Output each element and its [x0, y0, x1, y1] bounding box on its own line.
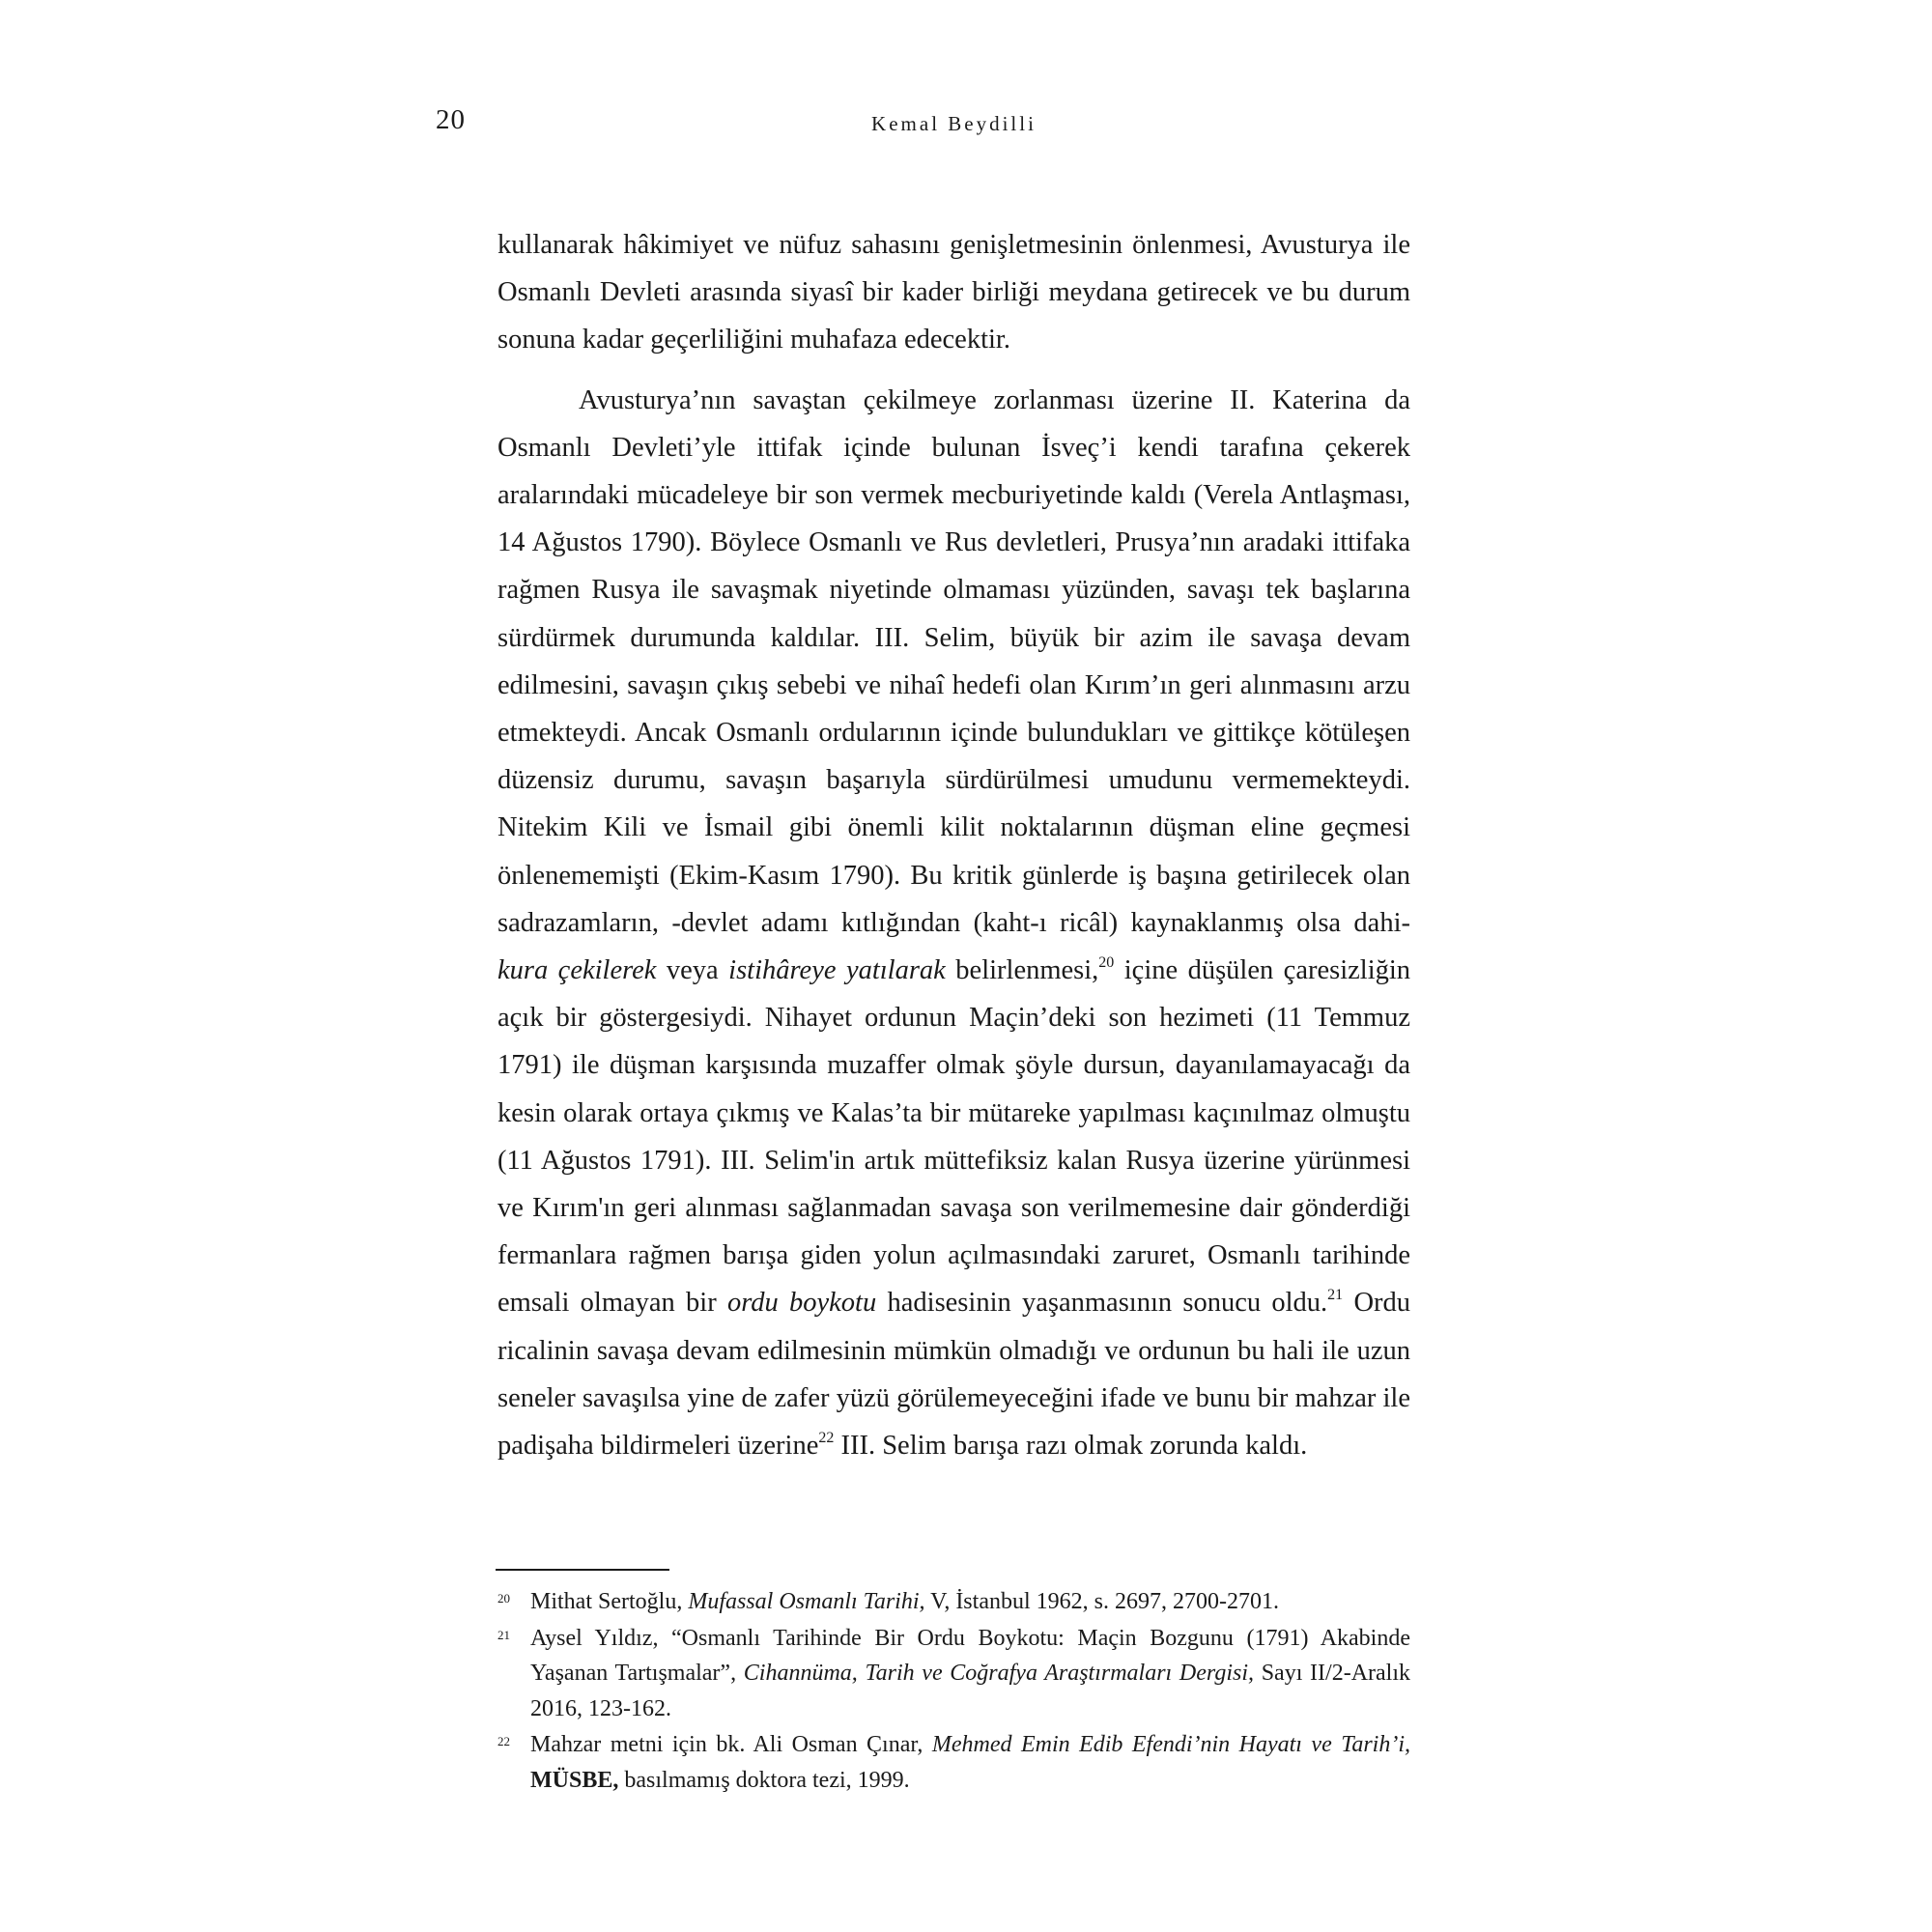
body-text	[497, 221, 1410, 1469]
paragraph-1: kullanarak hâkimiyet ve nüfuz sahasını genişletmesinin önlenmesi, Avusturya ile Osmanlı Devleti arasında siyasî bir kader birliği meydana getirecek ve bu durum sonuna kadar geçerliliğini muhafaza edecektir.	[497, 230, 1410, 355]
footnote-ref-21: 21	[1327, 1287, 1344, 1304]
footnote-number: 22	[497, 1734, 510, 1749]
running-head-author: Kemal Beydilli	[871, 112, 1037, 135]
italic-term: istihâreye yatılarak	[728, 955, 946, 986]
paragraph-2-text: içine düşülen çaresizliğin açık bir göstergesiydi. Nihayet ordunun Maçin’deki son hezimeti (11 Temmuz 1791) ile düşman karşısında muzaffer olmak şöyle dursun, dayanılamayacağı da kesin olarak ortaya çıkmış ve Kalas’ta bir mütareke yapılması kaçınılmaz olmuştu (11 Ağustos 1791). III. Selim'in artık müttefiksiz kalan Rusya üzerine yürünmesi ve Kırım'ın geri alınması sağlanmadan savaşa son verilmemesine dair gönderdiği fermanlara rağmen barışa giden yolun açılmasındaki zaruret, Osmanlı tarihinde emsali olmayan bir	[497, 955, 1411, 1319]
footnote-number: 21	[497, 1627, 510, 1642]
footnotes	[497, 1584, 1410, 1800]
footnote-number: 20	[497, 1591, 510, 1605]
footnote-ref-20: 20	[1098, 954, 1115, 972]
paragraph-2-text: Avusturya’nın savaştan çekilmeye zorlanması üzerine II. Katerina da Osmanlı Devleti’yle ittifak içinde bulunan İsveç’i kendi tarafına çekerek aralarındaki mücadeleye bir son vermek mecburiyetinde kaldı (Verela Antlaşması, 14 Ağustos 1790). Böylece Osmanlı ve Rus devletleri, Prusya’nın aradaki ittifaka rağmen Rusya ile savaşmak niyetinde olmaması yüzünden, savaşı tek başlarına sürdürmek durumunda kaldılar. III. Selim, büyük bir azim ile savaşa devam edilmesini, savaşın çıkış sebebi ve nihaî hedefi olan Kırım’ın geri alınmasını arzu etmekteydi. Ancak Osmanlı ordularının içinde bulundukları ve gittikçe kötüleşen düzensiz durumu, savaşın başarıyla sürdürülmesi umudunu vermemekteydi. Nitekim Kili ve İsmail gibi önemli kilit noktalarının düşman eline geçmesi önlenememişti (Ekim-Kasım 1790). Bu kritik günlerde iş başına getirilecek olan sadrazamların, -devlet adamı kıtlığından (kaht-ı ricâl) kaynaklanmış olsa dahi-	[497, 384, 1410, 938]
footnote-text: V, İstanbul 1962, s. 2697, 2700-2701.	[930, 1589, 1279, 1614]
footnote-text: Aysel Yıldız, “Osmanlı Tarihinde Bir Ordu Boykotu: Maçin Bozgunu (1791) Akabinde Yaşanan Tartışmalar”,	[530, 1625, 1410, 1687]
footnote-ref-22: 22	[818, 1430, 835, 1447]
paragraph-2	[497, 377, 1410, 1470]
footnote-title: Mehmed Emin Edib Efendi’nin Hayatı ve Tarih’i,	[931, 1732, 1411, 1758]
footnote-title: Mufassal Osmanlı Tarihi,	[688, 1589, 925, 1614]
footnote-text: basılmamış doktora tezi, 1999.	[624, 1767, 910, 1793]
page-number: 20	[436, 104, 466, 135]
footnote-text: Mahzar metni için bk. Ali Osman Çınar,	[530, 1732, 923, 1758]
footnote-text: Sayı II/2-Aralık 2016, 123-162.	[530, 1661, 1411, 1721]
paragraph-2-text: Ordu ricalinin savaşa devam edilmesinin mümkün olmadığı ve ordunun bu hali ile uzun seneler savaşılsa yine de zafer yüzü görülemeyeceğini ifade ve bunu bir mahzar ile padişaha bildirmeleri üzerine	[497, 1288, 1411, 1462]
footnote-text: Mithat Sertoğlu,	[530, 1589, 683, 1614]
paragraph-2-text: III. Selim barışa razı olmak zorunda kaldı.	[840, 1431, 1308, 1462]
footnote-separator	[496, 1569, 669, 1571]
footnote-21	[497, 1621, 1410, 1727]
footnote-20	[497, 1584, 1410, 1620]
paragraph-2-text: belirlenmesi,	[955, 955, 1099, 986]
footnote-22	[497, 1727, 1410, 1798]
italic-term: kura çekilerek	[497, 955, 657, 986]
paragraph-2-text: hadisesinin yaşanmasının sonucu oldu.	[887, 1288, 1328, 1319]
footnote-title: Cihannüma, Tarih ve Coğrafya Araştırmaları Dergisi,	[743, 1661, 1255, 1687]
italic-term: ordu boykotu	[726, 1288, 877, 1319]
footnote-bold: MÜSBE,	[530, 1767, 619, 1793]
paragraph-2-text: veya	[666, 955, 719, 986]
